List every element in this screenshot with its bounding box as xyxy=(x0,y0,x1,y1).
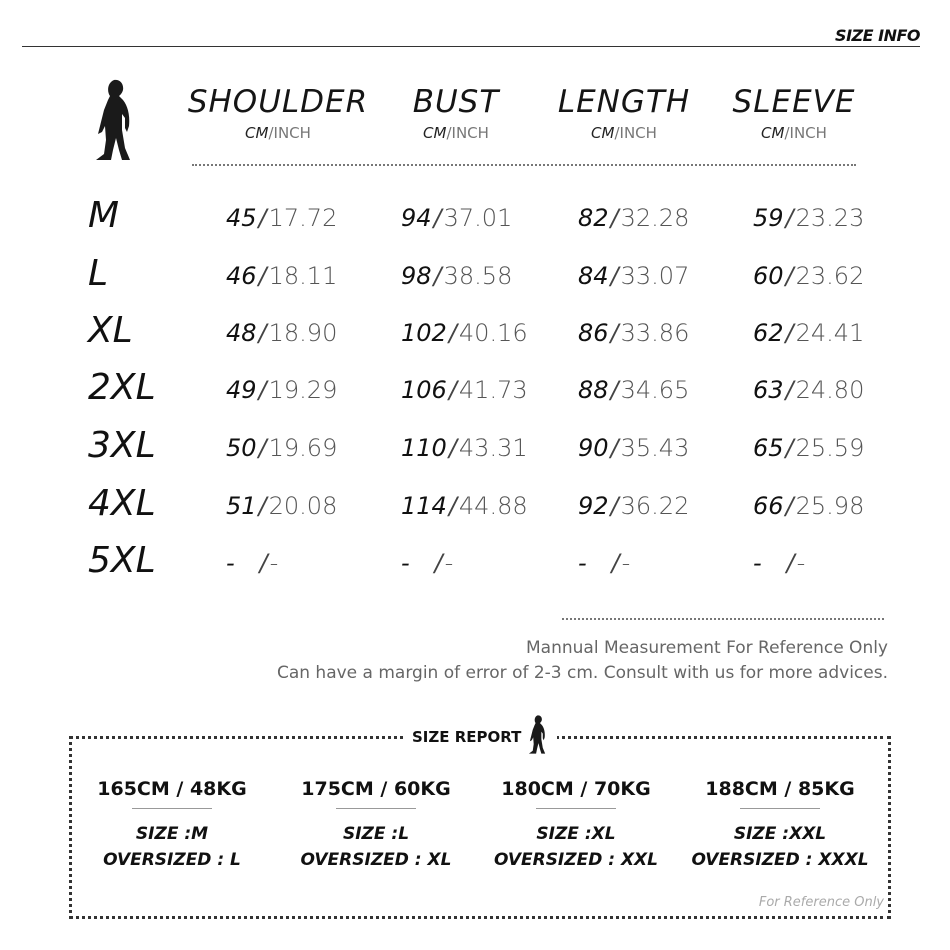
inch-value: 19.29 xyxy=(268,376,338,404)
measurement-cell xyxy=(578,313,748,353)
size-label: SIZE :M xyxy=(135,824,209,844)
size-info-title: SIZE INFO xyxy=(835,26,920,45)
cm-value: 62 xyxy=(753,319,784,347)
measurement-cell xyxy=(226,428,396,468)
size-row-label: M xyxy=(88,195,120,236)
size-row-label: XL xyxy=(88,310,133,351)
cm-value: - xyxy=(753,549,762,577)
height-weight: 165CM / 48KG xyxy=(97,778,247,800)
value-separator: / xyxy=(785,376,794,404)
underline xyxy=(132,808,212,809)
column-header-shoulder xyxy=(178,84,378,142)
height-weight: 175CM / 60KG xyxy=(301,778,451,800)
measurement-cell xyxy=(578,256,748,296)
inch-value: 37.01 xyxy=(443,204,513,232)
cm-value: 84 xyxy=(578,262,609,290)
value-separator: / xyxy=(610,434,619,462)
cm-value: 45 xyxy=(226,204,257,232)
value-separator: / xyxy=(763,549,795,577)
cm-value: 98 xyxy=(401,262,432,290)
inch-value: 35.43 xyxy=(620,434,690,462)
report-model-3 xyxy=(476,778,676,873)
value-separator: / xyxy=(610,492,619,520)
size-row-label: 4XL xyxy=(88,483,156,524)
inch-value: 40.16 xyxy=(458,319,528,347)
value-separator: / xyxy=(785,319,794,347)
value-separator: / xyxy=(258,376,267,404)
value-separator: / xyxy=(433,262,442,290)
notes-dotted-divider xyxy=(562,618,884,620)
inch-value: 20.08 xyxy=(268,492,338,520)
cm-value: 88 xyxy=(578,376,609,404)
value-separator: / xyxy=(236,549,268,577)
measurement-cell xyxy=(753,428,923,468)
value-separator: / xyxy=(588,549,620,577)
value-separator: / xyxy=(785,262,794,290)
report-model-1 xyxy=(72,778,272,873)
inch-value: 33.86 xyxy=(620,319,690,347)
value-separator: / xyxy=(610,262,619,290)
measurement-cell xyxy=(226,313,396,353)
value-separator: / xyxy=(258,319,267,347)
size-row-label: 2XL xyxy=(88,367,156,408)
inch-value: 38.58 xyxy=(443,262,513,290)
size-row-label: L xyxy=(88,253,109,294)
size-report-header xyxy=(404,722,557,752)
header-dotted-divider xyxy=(192,164,856,166)
cm-value: 59 xyxy=(753,204,784,232)
note-line-2: Can have a margin of error of 2-3 cm. Consult with us for more advices. xyxy=(276,663,888,683)
inch-value: 18.11 xyxy=(268,262,338,290)
size-label: SIZE :XXL xyxy=(733,824,827,844)
cm-value: 66 xyxy=(753,492,784,520)
cm-value: 65 xyxy=(753,434,784,462)
inch-value: 19.69 xyxy=(268,434,338,462)
value-separator: / xyxy=(610,319,619,347)
cm-value: 86 xyxy=(578,319,609,347)
oversized-label: OVERSIZED : XL xyxy=(300,850,452,870)
inch-value: 44.88 xyxy=(458,492,528,520)
measurement-cell xyxy=(753,486,923,526)
column-units: CM/INCH xyxy=(245,124,311,142)
measurement-cell xyxy=(401,486,571,526)
cm-value: 106 xyxy=(401,376,447,404)
value-separator: / xyxy=(448,434,457,462)
underline xyxy=(336,808,416,809)
underline xyxy=(740,808,820,809)
report-model-2 xyxy=(276,778,476,873)
measurement-cell xyxy=(401,543,571,583)
inch-value: 23.62 xyxy=(795,262,865,290)
size-row-label: 5XL xyxy=(88,540,156,581)
oversized-label: OVERSIZED : L xyxy=(103,850,241,870)
cm-value: - xyxy=(401,549,410,577)
inch-value: 34.65 xyxy=(620,376,690,404)
ape-figure-icon xyxy=(92,78,138,164)
measurement-cell xyxy=(578,486,748,526)
value-separator: / xyxy=(448,492,457,520)
column-title: SHOULDER xyxy=(187,84,369,120)
inch-value: 25.98 xyxy=(795,492,865,520)
inch-value: - xyxy=(621,549,631,577)
measurement-cell xyxy=(578,198,748,238)
reference-footnote: For Reference Only xyxy=(758,895,884,910)
report-model-4 xyxy=(680,778,880,873)
column-units: CM/INCH xyxy=(591,124,657,142)
measurement-cell xyxy=(753,198,923,238)
measurement-cell xyxy=(578,543,748,583)
column-header-sleeve xyxy=(694,84,894,142)
measurement-cell xyxy=(753,370,923,410)
header-divider xyxy=(22,46,920,47)
note-line-1: Mannual Measurement For Reference Only xyxy=(526,638,888,658)
value-separator: / xyxy=(785,434,794,462)
measurement-cell xyxy=(401,313,571,353)
inch-value: 41.73 xyxy=(458,376,528,404)
value-separator: / xyxy=(258,262,267,290)
size-report-title: SIZE REPORT xyxy=(412,728,522,746)
cm-value: 92 xyxy=(578,492,609,520)
underline xyxy=(536,808,616,809)
cm-value: 51 xyxy=(226,492,257,520)
column-title: BUST xyxy=(412,84,500,120)
value-separator: / xyxy=(610,376,619,404)
measurement-cell xyxy=(578,370,748,410)
height-weight: 180CM / 70KG xyxy=(501,778,651,800)
value-separator: / xyxy=(433,204,442,232)
measurement-cell xyxy=(226,256,396,296)
value-separator: / xyxy=(448,319,457,347)
inch-value: 33.07 xyxy=(620,262,690,290)
column-title: LENGTH xyxy=(557,84,691,120)
inch-value: - xyxy=(444,549,454,577)
inch-value: 24.41 xyxy=(795,319,865,347)
cm-value: 60 xyxy=(753,262,784,290)
inch-value: 17.72 xyxy=(268,204,338,232)
oversized-label: OVERSIZED : XXL xyxy=(493,850,658,870)
measurement-cell xyxy=(401,198,571,238)
inch-value: 23.23 xyxy=(795,204,865,232)
column-units: CM/INCH xyxy=(761,124,827,142)
size-row-label: 3XL xyxy=(88,425,156,466)
value-separator: / xyxy=(785,204,794,232)
inch-value: 18.90 xyxy=(268,319,338,347)
inch-value: 43.31 xyxy=(458,434,528,462)
cm-value: 90 xyxy=(578,434,609,462)
cm-value: - xyxy=(578,549,587,577)
ape-figure-icon xyxy=(527,713,549,761)
cm-value: 102 xyxy=(401,319,447,347)
cm-value: 114 xyxy=(401,492,447,520)
cm-value: 82 xyxy=(578,204,609,232)
measurement-cell xyxy=(578,428,748,468)
size-label: SIZE :L xyxy=(342,824,410,844)
value-separator: / xyxy=(258,204,267,232)
height-weight: 188CM / 85KG xyxy=(705,778,855,800)
inch-value: 32.28 xyxy=(620,204,690,232)
measurement-cell xyxy=(753,313,923,353)
measurement-cell xyxy=(226,543,396,583)
value-separator: / xyxy=(258,434,267,462)
measurement-cell xyxy=(753,543,923,583)
cm-value: 48 xyxy=(226,319,257,347)
inch-value: 25.59 xyxy=(795,434,865,462)
cm-value: 63 xyxy=(753,376,784,404)
measurement-cell xyxy=(401,256,571,296)
measurement-cell xyxy=(226,486,396,526)
value-separator: / xyxy=(448,376,457,404)
column-title: SLEEVE xyxy=(732,84,856,120)
cm-value: 50 xyxy=(226,434,257,462)
oversized-label: OVERSIZED : XXXL xyxy=(691,850,869,870)
inch-value: - xyxy=(796,549,806,577)
inch-value: - xyxy=(269,549,279,577)
column-units: CM/INCH xyxy=(423,124,489,142)
cm-value: 49 xyxy=(226,376,257,404)
value-separator: / xyxy=(785,492,794,520)
measurement-cell xyxy=(226,198,396,238)
cm-value: 110 xyxy=(401,434,447,462)
value-separator: / xyxy=(610,204,619,232)
value-separator: / xyxy=(258,492,267,520)
measurement-cell xyxy=(401,428,571,468)
size-label: SIZE :XL xyxy=(536,824,616,844)
measurement-cell xyxy=(401,370,571,410)
measurement-cell xyxy=(226,370,396,410)
cm-value: - xyxy=(226,549,235,577)
cm-value: 94 xyxy=(401,204,432,232)
cm-value: 46 xyxy=(226,262,257,290)
value-separator: / xyxy=(411,549,443,577)
inch-value: 24.80 xyxy=(795,376,865,404)
measurement-cell xyxy=(753,256,923,296)
inch-value: 36.22 xyxy=(620,492,690,520)
